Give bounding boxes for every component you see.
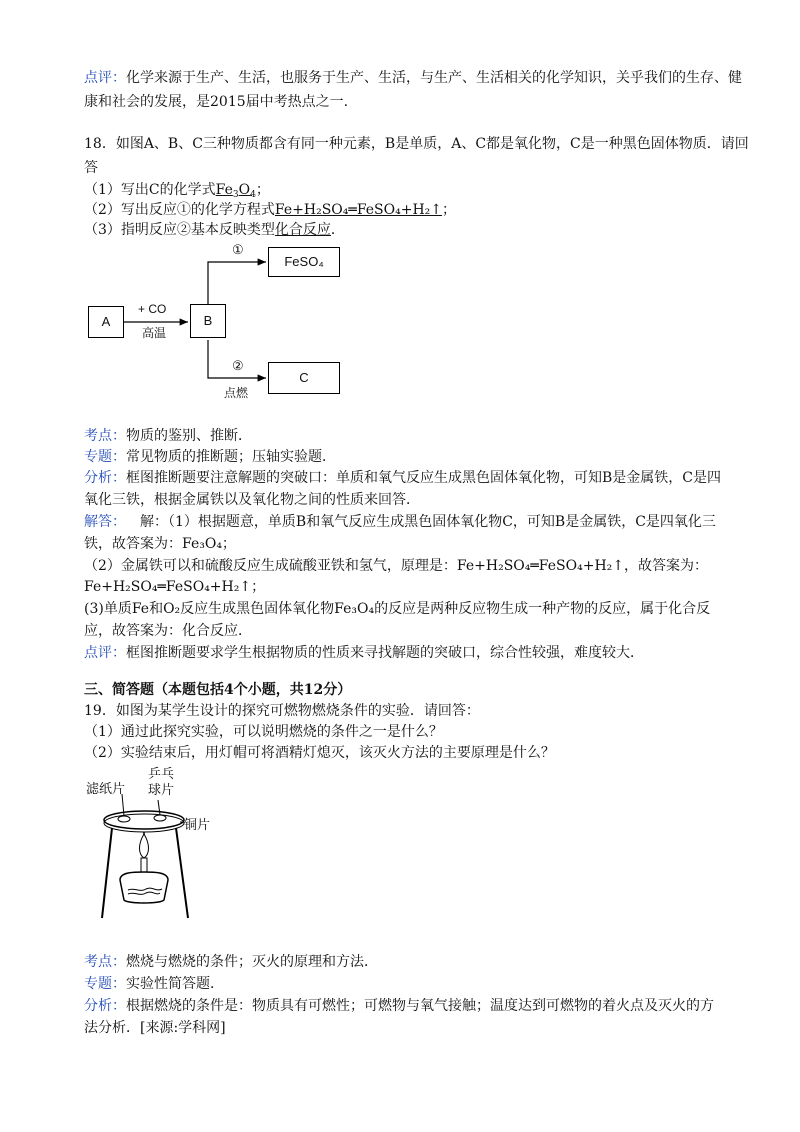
reaction-diagram: [84, 238, 384, 410]
label-pingpong-2: 球片: [148, 783, 175, 798]
tripod-leg-left: [102, 828, 112, 918]
jieda-18-line6: 应，故答案为：化合反应．: [84, 623, 252, 639]
tripod-leg-right: [176, 828, 188, 918]
q18-sub3-answer: 化合反应: [274, 222, 331, 238]
q18-sub3: [84, 220, 345, 240]
zhuanti-19-text: 实验性简答题．: [126, 976, 224, 992]
kaodian-text: 物质的鉴别、推断．: [126, 428, 252, 444]
q18-stem-1: 18．如图A、B、C三种物质都含有同一种元素，B是单质，A、C都是氧化物，C是一种黑色固体物质．请回: [84, 136, 749, 152]
alcohol-lamp: [120, 872, 168, 903]
box-b: B: [190, 304, 226, 338]
section-3-title: 三、简答题（本题包括4个小题，共12分）: [84, 682, 352, 698]
zhuanti-19-label: 专题：: [84, 976, 126, 992]
jieda-18-line1: [84, 512, 716, 532]
q18-sub1: [84, 180, 270, 200]
review-line-1: [84, 68, 742, 88]
q18-stem-2: 答: [84, 160, 98, 176]
zhuanti-label: 专题：: [84, 449, 126, 465]
experiment-figure: [84, 767, 211, 922]
box-c: C: [268, 362, 340, 394]
jieda-18-line4: Fe+H₂SO₄═FeSO₄+H₂↑；: [84, 579, 266, 595]
fenxi-19-text: 根据燃烧的条件是：物质具有可燃性；可燃物与氧气接触；温度达到可燃物的着火点及灭火的方: [126, 998, 714, 1014]
q18-sub2-answer: Fe+H₂SO₄═FeSO₄+H₂↑: [274, 202, 443, 218]
label-pingpong-1: 乒乓: [148, 767, 175, 782]
pingpong-piece: [154, 815, 166, 821]
arrow-b-to-feso4: [208, 262, 266, 304]
kaodian-label: 考点：: [84, 428, 126, 444]
q18-sub1-end: ；: [255, 182, 270, 198]
q18-sub2: [84, 200, 456, 220]
fenxi-19-label: 分析：: [84, 998, 126, 1014]
arrow-label-co: + CO: [138, 302, 167, 316]
fenxi-label: 分析：: [84, 470, 126, 486]
kaodian-19-text: 燃烧与燃烧的条件；灭火的原理和方法．: [126, 954, 378, 970]
q19-stem: 19．如图为某学生设计的探究可燃物燃烧条件的实验．请回答：: [84, 703, 480, 719]
filter-paper-piece: [118, 816, 130, 822]
zhuanti-text: 常见物质的推断题；压轴实验题．: [126, 449, 336, 465]
dianping-18: [84, 643, 644, 663]
jieda-text-1: 解：（1）根据题意，单质B和氧气反应生成黑色固体氧化物C，可知B是金属铁，C是四氧化三: [140, 514, 716, 530]
zhuanti-19: [84, 974, 224, 994]
label-copper: 铜片: [184, 818, 211, 833]
fenxi-18-line2: 氧化三铁，根据金属铁以及氧化物之间的性质来回答．: [84, 492, 420, 508]
review-label: 点评：: [84, 70, 126, 86]
jieda-18-line2: 铁，故答案为：Fe₃O₄；: [84, 536, 236, 552]
fenxi-text-1: 框图推断题要注意解题的突破口：单质和氧气反应生成黑色固体氧化物，可知B是金属铁，C是四: [126, 470, 721, 486]
q18-sub3-prefix: （3）指明反应②基本反映类型: [84, 222, 275, 238]
flame: [140, 834, 149, 858]
q18-sub2-prefix: （2）写出反应①的化学方程式: [84, 202, 275, 218]
reaction-2-label: ②: [232, 358, 244, 373]
jieda-18-line3: （2）金属铁可以和硫酸反应生成硫酸亚铁和氢气，原理是：Fe+H₂SO₄═FeSO₄+H₂↑，故答案为：: [84, 558, 708, 574]
q18-sub1-answer: $Fe_3O_4$: [215, 182, 256, 200]
box-feso4: FeSO₄: [268, 247, 340, 277]
label-filter-paper: 滤纸片: [86, 782, 126, 797]
zhuanti-18: [84, 447, 336, 467]
jieda-label: 解答：: [84, 514, 126, 530]
dianping-text: 框图推断题要求学生根据物质的性质来寻找解题的突破口，综合性较强，难度较大．: [126, 645, 644, 661]
kaodian-19-label: 考点：: [84, 954, 126, 970]
reaction-1-label: ①: [232, 242, 244, 257]
q19-sub2: （2）实验结束后，用灯帽可将酒精灯熄灭，该灭火方法的主要原理是什么？: [84, 745, 555, 761]
arrow-label-high-temp: 高温: [142, 326, 167, 340]
review-text: 化学来源于生产、生活，也服务于生产、生活，与生产、生活相关的化学知识，关乎我们的生存、健: [126, 70, 742, 86]
reaction-2-condition: 点燃: [224, 386, 249, 400]
jieda-18-line5: (3)单质Fe和O₂反应生成黑色固体氧化物Fe₃O₄的反应是两种反应物生成一种产物的反应，属于化合反: [84, 601, 711, 617]
fenxi-19-line1: [84, 996, 714, 1016]
box-a: A: [88, 306, 124, 338]
q18-sub3-end: ．: [330, 222, 345, 238]
fenxi-19-line2: 法分析．[来源:学科网]: [84, 1020, 226, 1036]
review-line-2: 康和社会的发展，是2015届中考热点之一.: [84, 94, 349, 110]
q18-sub2-end: ；: [442, 202, 457, 218]
fenxi-18-line1: [84, 468, 721, 488]
dianping-label: 点评：: [84, 645, 126, 661]
kaodian-19: [84, 952, 378, 972]
q18-sub1-prefix: （1）写出C的化学式: [84, 182, 216, 198]
kaodian-18: [84, 426, 252, 446]
q19-sub1: （1）通过此探究实验，可以说明燃烧的条件之一是什么？: [84, 724, 443, 740]
